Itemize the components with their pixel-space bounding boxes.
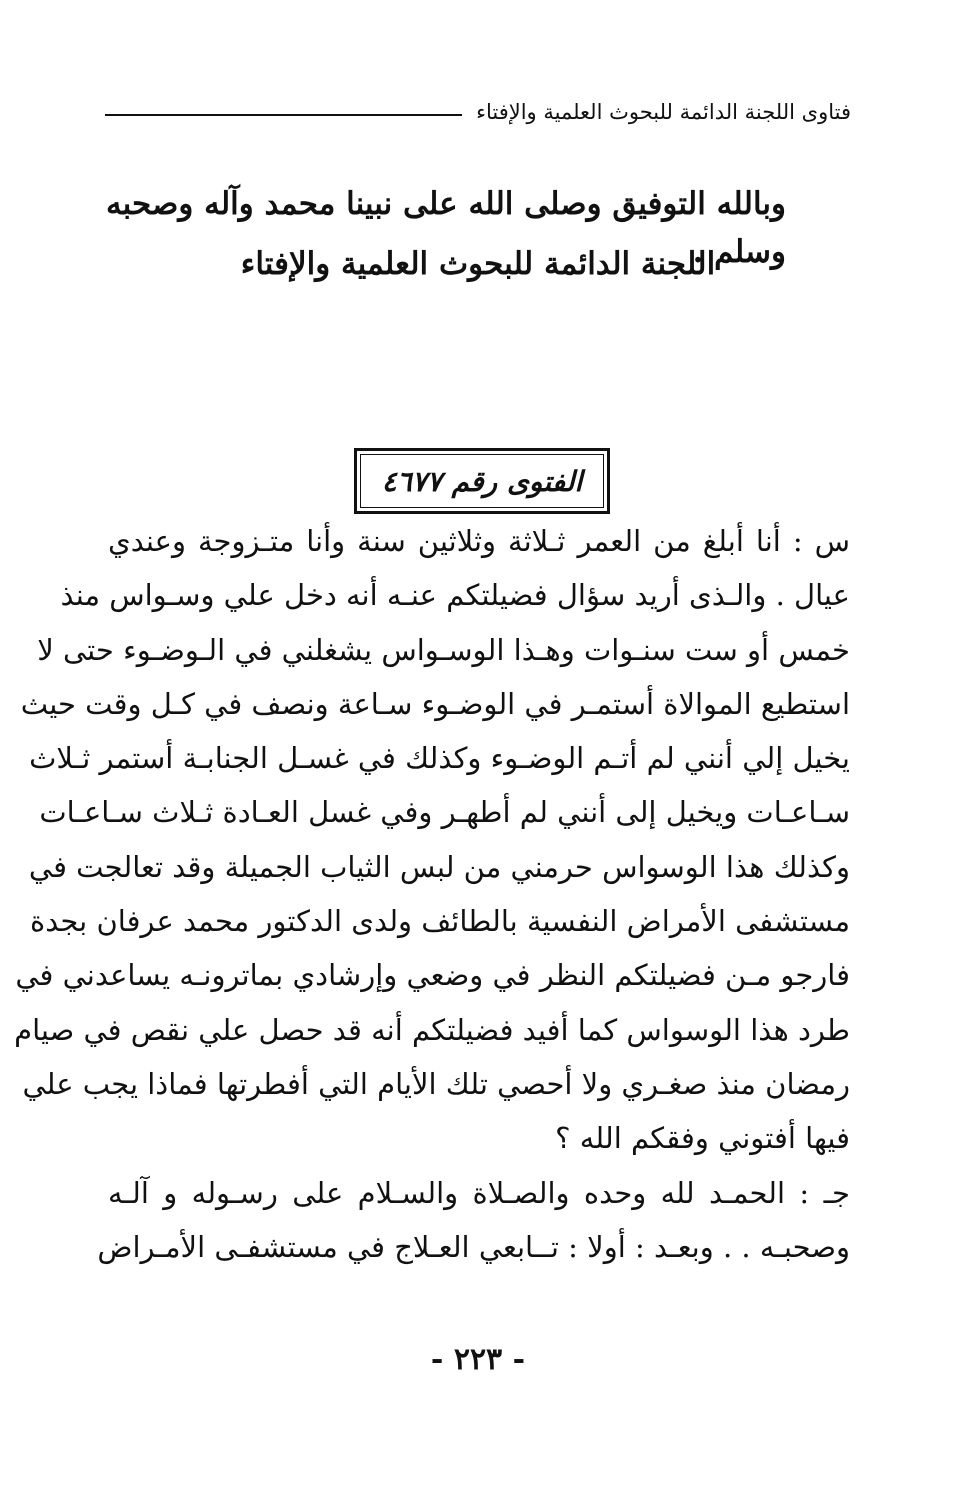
running-head-title: فتاوى اللجنة الدائمة للبحوث العلمية والإفتاء [476, 100, 851, 124]
question-line: مستشفى الأمراض النفسية بالطائف ولدى الدكتور محمد عرفان بجدة [30, 904, 850, 939]
question-line: يخيل إلي أنني لم أتـم الوضـوء وكذلك في غسـل الجنابـة أستمر ثـلاث [29, 741, 850, 776]
running-head-rule [105, 114, 462, 116]
question-line: وكذلك هذا الوسواس حرمني من لبس الثياب الجميلة وقد تعالجت في [28, 849, 850, 884]
body-text [14, 514, 850, 1274]
fatwa-heading: الفتوى رقم ٤٦٧٧ [381, 464, 583, 498]
committee-name: اللجنة الدائمة للبحوث العلمية والإفتاء [240, 246, 716, 282]
answer-line: جـ : الحمـد لله وحده والصـلاة والسـلام على رسـوله و آلـه [108, 1175, 850, 1210]
question-line: سـاعـات ويخيل إلى أنني لم أطهـر وفي غسل العـادة ثـلاث سـاعـات [39, 795, 850, 830]
answer-block [97, 1166, 850, 1275]
question-line: خمس أو ست سنـوات وهـذا الوسـواس يشغلني في الـوضـوء حتى لا [37, 632, 850, 667]
page-number: - ٢٢٣ - [430, 1342, 526, 1377]
question-line: فارجو مـن فضيلتكم النظر في وضعي وإرشادي بماترونـه يساعدني في [15, 958, 850, 993]
question-line: فيها أفتوني وفقكم الله ؟ [555, 1121, 850, 1156]
question-line: استطيع الموالاة أستمـر في الوضـوء سـاعة ونصف في كـل وقت حيث [20, 686, 850, 721]
closing-prayer: وبالله التوفيق وصلى الله على نبينا محمد وآله وصحبه وسلم . [106, 186, 786, 270]
fatwa-number-box [354, 448, 610, 514]
question-line: س : أنا أبلغ من العمر ثـلاثة وثلاثين سنة وأنا متـزوجة وعندي [108, 524, 850, 558]
running-head [105, 92, 851, 132]
answer-line: وصحبـه . . وبعـد : أولا : تــابعي العـلاج في مستشفـى الأمـراض [97, 1229, 850, 1264]
question-line: رمضان منذ صغـري ولا أحصي تلك الأيام التي أفطرتها فماذا يجب علي [22, 1066, 850, 1101]
question-line: عيال . والـذى أريد سؤال فضيلتكم عنـه أنه دخل علي وسـواس منذ [60, 578, 850, 613]
question-line: طرد هذا الوسواس كما أفيد فضيلتكم أنه قد حصل علي نقص في صيام [14, 1012, 850, 1047]
question-block [14, 514, 850, 1166]
